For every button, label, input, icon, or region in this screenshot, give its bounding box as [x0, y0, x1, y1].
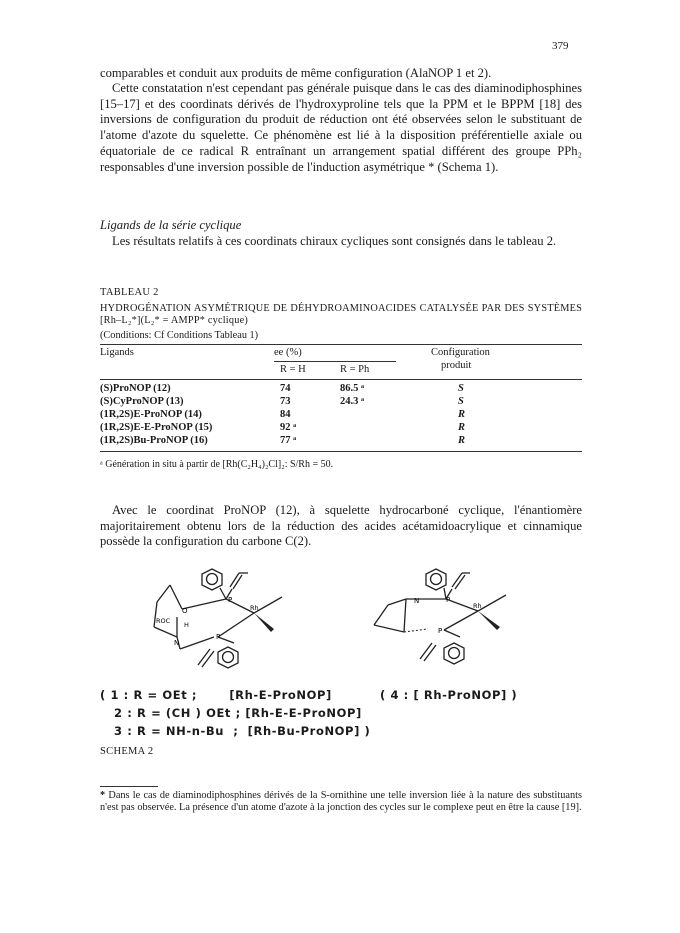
header-config-2: produit: [441, 360, 472, 371]
atom-n: N: [174, 639, 180, 647]
atom-p-bottom: P: [216, 633, 221, 641]
schema-line-4: ( 4 : [ Rh-ProNOP] ): [380, 688, 518, 702]
footnote-rule: [100, 786, 158, 787]
section-title: Ligands de la série cyclique: [100, 218, 242, 232]
atom-h: H: [184, 621, 189, 629]
schema-structure-right: [366, 557, 516, 687]
table-footnote: ᵃ Génération in situ à partir de [Rh(C₂H₄)₂Cl]₂: S/Rh = 50.: [100, 459, 334, 470]
table-row-4-ligand: (1R,2S)E-E-ProNOP (15): [100, 422, 213, 433]
header-ligands: Ligands: [100, 347, 134, 358]
table-row-3-config: R: [458, 409, 466, 420]
table-row-5-ligand: (1R,2S)Bu-ProNOP (16): [100, 435, 208, 446]
table-row-4-rh: 92 ᵃ: [280, 422, 297, 433]
table-row-1-rph: 86.5 ᵃ: [340, 383, 365, 394]
schema-structure-left: [142, 557, 302, 687]
table-row-5-rh: 77 ᵃ: [280, 435, 297, 446]
paragraph-1: comparables et conduit aux produits de même configuration (AlaNOP 1 et 2).: [100, 66, 492, 80]
schema-line-1: ( 1 : R = OEt ; [Rh-E-ProNOP]: [100, 688, 332, 702]
footnote-text: Dans le cas de diaminodiphosphines dérivés de la S-ornithine une telle inversion liée à la nature des substituants n'est pas observée. La présence d'un atome d'azote à la jonction des cycles sur le complexe peut en être la cause [19].: [100, 790, 582, 814]
table-row-1-config: S: [458, 383, 464, 394]
header-r-h: R = H: [280, 364, 306, 375]
page-number: 379: [552, 40, 569, 52]
header-ee: ee (%): [274, 347, 302, 358]
table-row-1-ligand: (S)ProNOP (12): [100, 383, 171, 394]
header-config: Configuration: [431, 347, 490, 358]
atom-roc: ROC: [156, 617, 171, 625]
table-row-3-rh: 84: [280, 409, 291, 420]
schema-line-3: 3 : R = NH-n-Bu ; [Rh-Bu-ProNOP] ): [114, 724, 371, 738]
atom-p-top: P: [228, 596, 233, 604]
atom-n-right: N: [414, 597, 420, 605]
paragraph-2: Cette constatation n'est cependant pas générale puisque dans le cas des diaminodiphosphines [15–17] et des coordinats dérivés de l'hydroxyproline tels que la PPM et le BPPM [18] des inversions de configuration du produit de réduction ont été observées selon le substituant de l'atome d'azote du squelette. Ce phénomène est lié à la disposition préférentielle axiale ou équatoriale de ce radical R entraînant un arrangement spatial différent des groupe PPh₂ responsables d'une inversion possible de l'induction asymétrique * (Schema 1).: [100, 81, 582, 174]
atom-o: O: [182, 607, 188, 615]
table-top-rule: [100, 344, 582, 345]
atom-p-top-right: P: [446, 596, 451, 604]
table-label: TABLEAU 2: [100, 287, 159, 298]
table-title: HYDROGÉNATION ASYMÉTRIQUE DE DÉHYDROAMINOACIDES CATALYSÉE PAR DES SYSTÈMES [Rh–L₂*](L₂* = AMPP* cyclique): [100, 303, 582, 326]
schema-line-2: 2 : R = (CH ) OEt ; [Rh-E-E-ProNOP]: [114, 706, 362, 720]
table-row-2-config: S: [458, 396, 464, 407]
table-row-4-config: R: [458, 422, 466, 433]
schema-caption: SCHEMA 2: [100, 746, 154, 757]
table-row-5-config: R: [458, 435, 466, 446]
table-row-2-rph: 24.3 ᵃ: [340, 396, 365, 407]
table-row-3-ligand: (1R,2S)E-ProNOP (14): [100, 409, 202, 420]
footnote-marker: *: [100, 790, 106, 801]
table-row-2-rh: 73: [280, 396, 291, 407]
atom-rh: Rh: [250, 604, 259, 612]
paragraph-4: Avec le coordinat ProNOP (12), à squelette hydrocarboné cyclique, l'énantiomère majoritairement obtenu lors de la réduction des acides acétamidoacrylique et cinnamique possède la configuration du carbone C(2).: [100, 503, 582, 549]
table-row-2-ligand: (S)CyProNOP (13): [100, 396, 184, 407]
table-bottom-rule: [100, 451, 582, 452]
table-row-1-rh: 74: [280, 383, 291, 394]
header-rule: [100, 379, 582, 380]
ee-subrule: [274, 361, 396, 362]
atom-p-bottom-right: P: [438, 627, 443, 635]
header-r-ph: R = Ph: [340, 364, 370, 375]
atom-rh-right: Rh: [473, 602, 482, 610]
paragraph-3: Les résultats relatifs à ces coordinats chiraux cycliques sont consignés dans le tableau 2.: [112, 234, 557, 248]
page-footnote: [100, 790, 582, 814]
table-conditions: (Conditions: Cf Conditions Tableau 1): [100, 330, 259, 341]
